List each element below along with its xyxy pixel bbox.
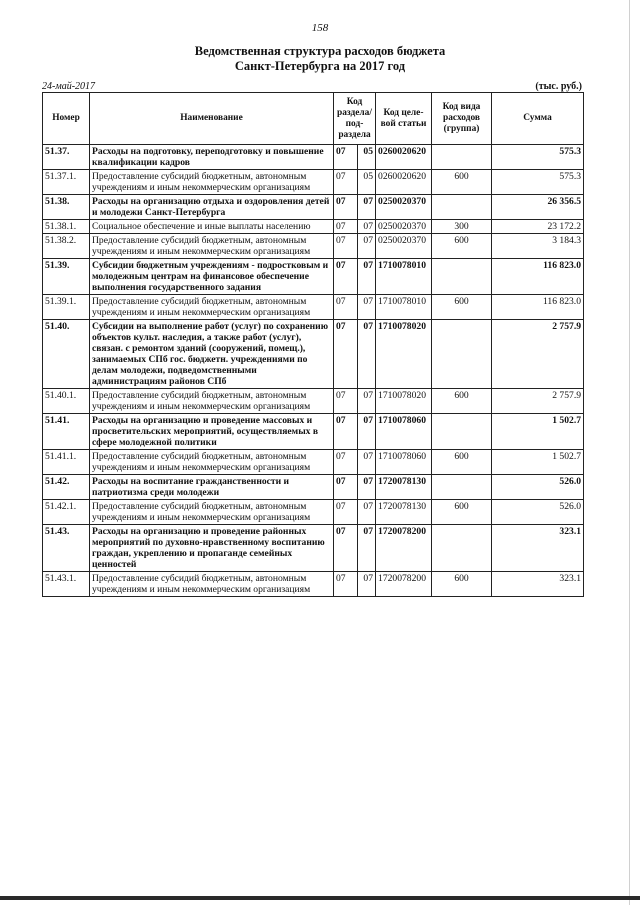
header-target-code: Код целе-вой статьи xyxy=(376,93,432,145)
row-section-code: 07 xyxy=(334,259,358,295)
row-sum: 116 823.0 xyxy=(492,259,584,295)
row-expense-type: 600 xyxy=(432,295,492,320)
row-sum: 2 757.9 xyxy=(492,320,584,389)
row-section-code: 07 xyxy=(334,525,358,572)
row-subsection-code: 05 xyxy=(358,145,376,170)
header-expense-type: Код вида расходов (группа) xyxy=(432,93,492,145)
row-section-code: 07 xyxy=(334,572,358,597)
header-number: Номер xyxy=(43,93,90,145)
header-section-code: Код раздела/ под-раздела xyxy=(334,93,376,145)
row-section-code: 07 xyxy=(334,414,358,450)
row-number: 51.37.1. xyxy=(43,170,90,195)
row-target-code: 0250020370 xyxy=(376,220,432,234)
table-header-row xyxy=(43,93,584,145)
row-name: Предоставление субсидий бюджетным, автономным учреждениям и иным некоммерческим организациям xyxy=(90,234,334,259)
row-target-code: 0250020370 xyxy=(376,195,432,220)
row-subsection-code: 07 xyxy=(358,475,376,500)
row-name: Предоставление субсидий бюджетным, автономным учреждениям и иным некоммерческим организациям xyxy=(90,500,334,525)
row-expense-type xyxy=(432,145,492,170)
row-subsection-code: 07 xyxy=(358,572,376,597)
page-number: 158 xyxy=(311,22,329,34)
row-target-code: 1710078010 xyxy=(376,259,432,295)
row-sum: 1 502.7 xyxy=(492,414,584,450)
row-sum: 323.1 xyxy=(492,525,584,572)
row-number: 51.38.2. xyxy=(43,234,90,259)
row-sum: 2 757.9 xyxy=(492,389,584,414)
units-label: (тыс. руб.) xyxy=(535,81,582,92)
row-number: 51.40. xyxy=(43,320,90,389)
table-body xyxy=(43,145,584,597)
row-name: Расходы на воспитание гражданственности и патриотизма среди молодежи xyxy=(90,475,334,500)
row-subsection-code: 07 xyxy=(358,414,376,450)
row-name: Предоставление субсидий бюджетным, автономным учреждениям и иным некоммерческим организациям xyxy=(90,450,334,475)
row-name: Расходы на организацию и проведение районных мероприятий по духовно-нравственному воспитанию граждан, укреплению и пропаганде семейных ценностей xyxy=(90,525,334,572)
row-name: Социальное обеспечение и иные выплаты населению xyxy=(90,220,334,234)
row-number: 51.43.1. xyxy=(43,572,90,597)
row-subsection-code: 07 xyxy=(358,500,376,525)
row-subsection-code: 07 xyxy=(358,259,376,295)
row-sum: 526.0 xyxy=(492,500,584,525)
row-expense-type: 600 xyxy=(432,389,492,414)
row-section-code: 07 xyxy=(334,450,358,475)
table-row-section xyxy=(43,259,584,295)
bottom-rule xyxy=(0,896,640,900)
table-row-item xyxy=(43,234,584,259)
row-target-code: 1720078130 xyxy=(376,475,432,500)
row-name: Расходы на организацию и проведение массовых и просветительских мероприятий, осуществляемых в сфере молодежной политики xyxy=(90,414,334,450)
row-target-code: 1710078020 xyxy=(376,389,432,414)
table-row-section xyxy=(43,145,584,170)
row-number: 51.38. xyxy=(43,195,90,220)
row-section-code: 07 xyxy=(334,170,358,195)
row-expense-type: 300 xyxy=(432,220,492,234)
row-expense-type: 600 xyxy=(432,500,492,525)
table-row-item xyxy=(43,170,584,195)
row-sum: 23 172.2 xyxy=(492,220,584,234)
row-number: 51.42.1. xyxy=(43,500,90,525)
row-target-code: 1710078020 xyxy=(376,320,432,389)
row-target-code: 1710078060 xyxy=(376,414,432,450)
table-row-section xyxy=(43,320,584,389)
row-subsection-code: 07 xyxy=(358,450,376,475)
header-name: Наименование xyxy=(90,93,334,145)
row-sum: 3 184.3 xyxy=(492,234,584,259)
table-row-item xyxy=(43,500,584,525)
row-number: 51.42. xyxy=(43,475,90,500)
table-row-item xyxy=(43,450,584,475)
row-section-code: 07 xyxy=(334,475,358,500)
row-number: 51.37. xyxy=(43,145,90,170)
row-number: 51.39. xyxy=(43,259,90,295)
row-target-code: 1720078130 xyxy=(376,500,432,525)
document-date: 24-май-2017 xyxy=(42,81,96,92)
row-name: Расходы на организацию отдыха и оздоровления детей и молодежи Санкт-Петербурга xyxy=(90,195,334,220)
row-sum: 575.3 xyxy=(492,145,584,170)
row-target-code: 1720078200 xyxy=(376,525,432,572)
table-row-item xyxy=(43,220,584,234)
row-subsection-code: 05 xyxy=(358,170,376,195)
row-name: Предоставление субсидий бюджетным, автономным учреждениям и иным некоммерческим организациям xyxy=(90,295,334,320)
row-number: 51.40.1. xyxy=(43,389,90,414)
row-expense-type xyxy=(432,525,492,572)
row-section-code: 07 xyxy=(334,234,358,259)
row-expense-type xyxy=(432,475,492,500)
row-target-code: 1720078200 xyxy=(376,572,432,597)
row-expense-type xyxy=(432,259,492,295)
row-section-code: 07 xyxy=(334,320,358,389)
table-row-item xyxy=(43,389,584,414)
row-target-code: 1710078060 xyxy=(376,450,432,475)
row-name: Субсидии на выполнение работ (услуг) по сохранению объектов культ. наследия, а также работ (услуг), связан. с ремонтом зданий (сооружений, помещ.), занимаемых СПб гос. бюджетн. учреждениями по делам молодежи, подведомственными администрациям районов СПб xyxy=(90,320,334,389)
row-section-code: 07 xyxy=(334,295,358,320)
row-name: Предоставление субсидий бюджетным, автономным учреждениям и иным некоммерческим организациям xyxy=(90,170,334,195)
table-row-section xyxy=(43,475,584,500)
table-row-item xyxy=(43,572,584,597)
page-edge xyxy=(629,0,630,905)
header-sum: Сумма xyxy=(492,93,584,145)
row-name: Предоставление субсидий бюджетным, автономным учреждениям и иным некоммерческим организациям xyxy=(90,389,334,414)
row-target-code: 0260020620 xyxy=(376,170,432,195)
row-expense-type xyxy=(432,414,492,450)
row-subsection-code: 07 xyxy=(358,525,376,572)
row-expense-type: 600 xyxy=(432,234,492,259)
row-section-code: 07 xyxy=(334,195,358,220)
row-subsection-code: 07 xyxy=(358,234,376,259)
row-subsection-code: 07 xyxy=(358,389,376,414)
row-number: 51.39.1. xyxy=(43,295,90,320)
row-name: Субсидии бюджетным учреждениям - подростковым и молодежным центрам на финансовое обеспечение выполнения государственного задания xyxy=(90,259,334,295)
row-expense-type xyxy=(432,320,492,389)
row-section-code: 07 xyxy=(334,500,358,525)
row-target-code: 0260020620 xyxy=(376,145,432,170)
row-sum: 1 502.7 xyxy=(492,450,584,475)
row-expense-type: 600 xyxy=(432,450,492,475)
row-target-code: 0250020370 xyxy=(376,234,432,259)
row-name: Расходы на подготовку, переподготовку и повышение квалификации кадров xyxy=(90,145,334,170)
row-expense-type: 600 xyxy=(432,572,492,597)
row-expense-type: 600 xyxy=(432,170,492,195)
row-name: Предоставление субсидий бюджетным, автономным учреждениям и иным некоммерческим организациям xyxy=(90,572,334,597)
row-section-code: 07 xyxy=(334,220,358,234)
budget-table xyxy=(42,92,584,597)
row-number: 51.38.1. xyxy=(43,220,90,234)
row-subsection-code: 07 xyxy=(358,320,376,389)
row-sum: 575.3 xyxy=(492,170,584,195)
row-section-code: 07 xyxy=(334,389,358,414)
row-target-code: 1710078010 xyxy=(376,295,432,320)
row-number: 51.41.1. xyxy=(43,450,90,475)
table-row-section xyxy=(43,414,584,450)
row-subsection-code: 07 xyxy=(358,220,376,234)
row-subsection-code: 07 xyxy=(358,295,376,320)
title-line-1: Ведомственная структура расходов бюджета xyxy=(194,44,446,58)
row-sum: 526.0 xyxy=(492,475,584,500)
title-line-2: Санкт-Петербурга на 2017 год xyxy=(234,59,406,73)
row-number: 51.41. xyxy=(43,414,90,450)
row-sum: 26 356.5 xyxy=(492,195,584,220)
row-section-code: 07 xyxy=(334,145,358,170)
table-row-section xyxy=(43,525,584,572)
document-title xyxy=(0,44,640,74)
row-expense-type xyxy=(432,195,492,220)
row-subsection-code: 07 xyxy=(358,195,376,220)
row-sum: 323.1 xyxy=(492,572,584,597)
table-row-item xyxy=(43,295,584,320)
row-sum: 116 823.0 xyxy=(492,295,584,320)
table-row-section xyxy=(43,195,584,220)
row-number: 51.43. xyxy=(43,525,90,572)
